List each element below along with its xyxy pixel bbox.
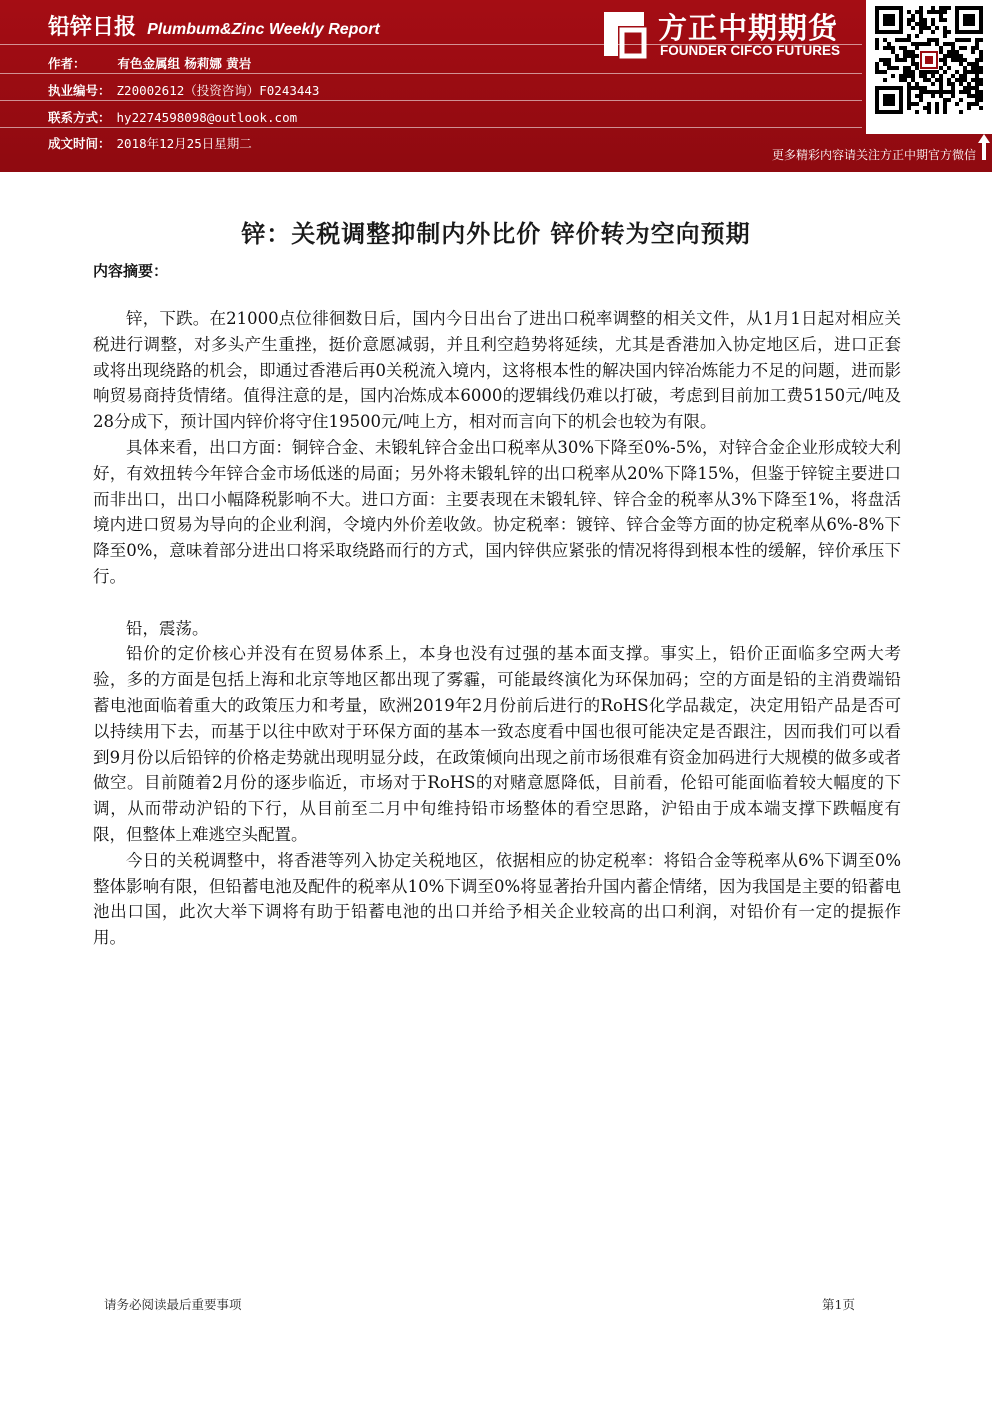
qr-code-icon: [875, 6, 983, 114]
date-line: [48, 134, 252, 152]
contact-line: [48, 108, 297, 126]
report-title-en: Plumbum&Zinc Weekly Report: [147, 21, 380, 38]
author-line: [48, 54, 251, 72]
brand-logo: [598, 6, 860, 66]
footer-notice: 请务必阅读最后重要事项: [104, 1297, 242, 1312]
follow-wechat-text: 更多精彩内容请关注方正中期官方微信: [771, 148, 976, 162]
report-title: [48, 10, 380, 41]
paragraph-lead-tariff: 今日的关税调整中，将香港等列入协定关税地区，依据相应的协定税率：将铅合金等税率从6%下调至0%整体影响有限，但铅蓄电池及配件的税率从10%下调至0%将显著抬升国内蓄企情绪，因为我国是主要的铅蓄电池出口国，此次大举下调将有助于铅蓄电池的出口并给予相关企业较高的出口利润，对铅价有一定的提振作用。: [93, 850, 901, 948]
document-title: 锌：关税调整抑制内外比价 锌价转为空向预期: [241, 220, 751, 248]
author-value: 有色金属组 杨莉娜 黄岩: [117, 56, 252, 71]
header-divider: [0, 100, 862, 101]
wechat-qr-code[interactable]: [866, 0, 992, 134]
paragraph-lead-heading: 铅，震荡。: [126, 618, 209, 638]
abstract-label: 内容摘要：: [93, 262, 169, 280]
document-body: [93, 306, 901, 951]
author-label: 作者：: [48, 56, 86, 71]
paragraph-zinc-detail: 具体来看，出口方面：铜锌合金、未锻轧锌合金出口税率从30%下降至0%-5%，对锌合金企业形成较大利好，有效扭转今年锌合金市场低迷的局面；另外将未锻轧锌的出口税率从20%下降15%，但鉴于锌锭主要进口而非出口，出口小幅降税影响不大。进口方面：主要表现在未锻轧锌、锌合金的税率从3%下降至1%，将盘活境内进口贸易为导向的企业利润，令境内外价差收敛。协定税率：镀锌、锌合金等方面的协定税率从6%-8%下降至0%，意味着部分进出口将采取绕路而行的方式，国内锌供应紧张的情况将得到根本性的缓解，锌价承压下行。: [93, 437, 901, 586]
report-title-cn: 铅锌日报: [48, 15, 137, 40]
page-number: 第1页: [822, 1297, 855, 1312]
license-line: [48, 81, 319, 99]
license-label: 执业编号：: [48, 83, 111, 98]
founder-logo-icon: [598, 8, 650, 60]
license-value: Z20002612（投资咨询）F0243443: [116, 83, 320, 98]
header-divider: [0, 73, 862, 74]
contact-value: hy2274598098@outlook.com: [116, 110, 298, 125]
header-divider: [0, 127, 862, 128]
up-arrow-icon: [978, 134, 990, 160]
report-header: [0, 0, 992, 172]
brand-name-cn: 方正中期期货: [658, 11, 839, 45]
brand-name-en: FOUNDER CIFCO FUTURES: [660, 43, 840, 58]
contact-label: 联系方式：: [48, 110, 111, 125]
paragraph-zinc-summary: 锌，下跌。在21000点位徘徊数日后，国内今日出台了进出口税率调整的相关文件，从1月1日起对相应关税进行调整，对多头产生重挫，挺价意愿减弱，并且利空趋势将延续，尤其是香港加入协定地区后，进口正套或将出现绕路的机会，即通过香港后再0关税流入境内，这将根本性的解决国内锌冶炼能力不足的问题，进而影响贸易商持货情绪。值得注意的是，国内冶炼成本6000的逻辑线仍难以打破，考虑到目前加工费5150元/吨及28分成下，预计国内锌价将守住19500元/吨上方，相对而言向下的机会也较为有限。: [93, 309, 901, 432]
paragraph-lead-analysis: 铅价的定价核心并没有在贸易体系上，本身也没有过强的基本面支撑。事实上，铅价正面临多空两大考验，多的方面是包括上海和北京等地区都出现了雾霾，可能最终演化为环保加码；空的方面是铅的主消费端铅蓄电池面临着重大的政策压力和考量，欧洲2019年2月份前后进行的RoHS化学品裁定，决定用铅产品是否可以持续用下去，而基于以往中欧对于环保方面的基本一致态度看中国也很可能决定是否跟注，因而我们可以看到9月份以后铅锌的价格走势就出现明显分歧，在政策倾向出现之前市场很难有资金加码进行大规模的做多或者做空。目前随着2月份的逐步临近，市场对于RoHS的对赌意愿降低，目前看，伦铅可能面临着较大幅度的下调，从而带动沪铅的下行，从目前至二月中旬维持铅市场整体的看空思路，沪铅由于成本端支撑下跌幅度有限，但整体上难逃空头配置。: [93, 644, 901, 844]
date-value: 2018年12月25日星期二: [116, 136, 252, 151]
date-label: 成文时间：: [48, 136, 111, 151]
